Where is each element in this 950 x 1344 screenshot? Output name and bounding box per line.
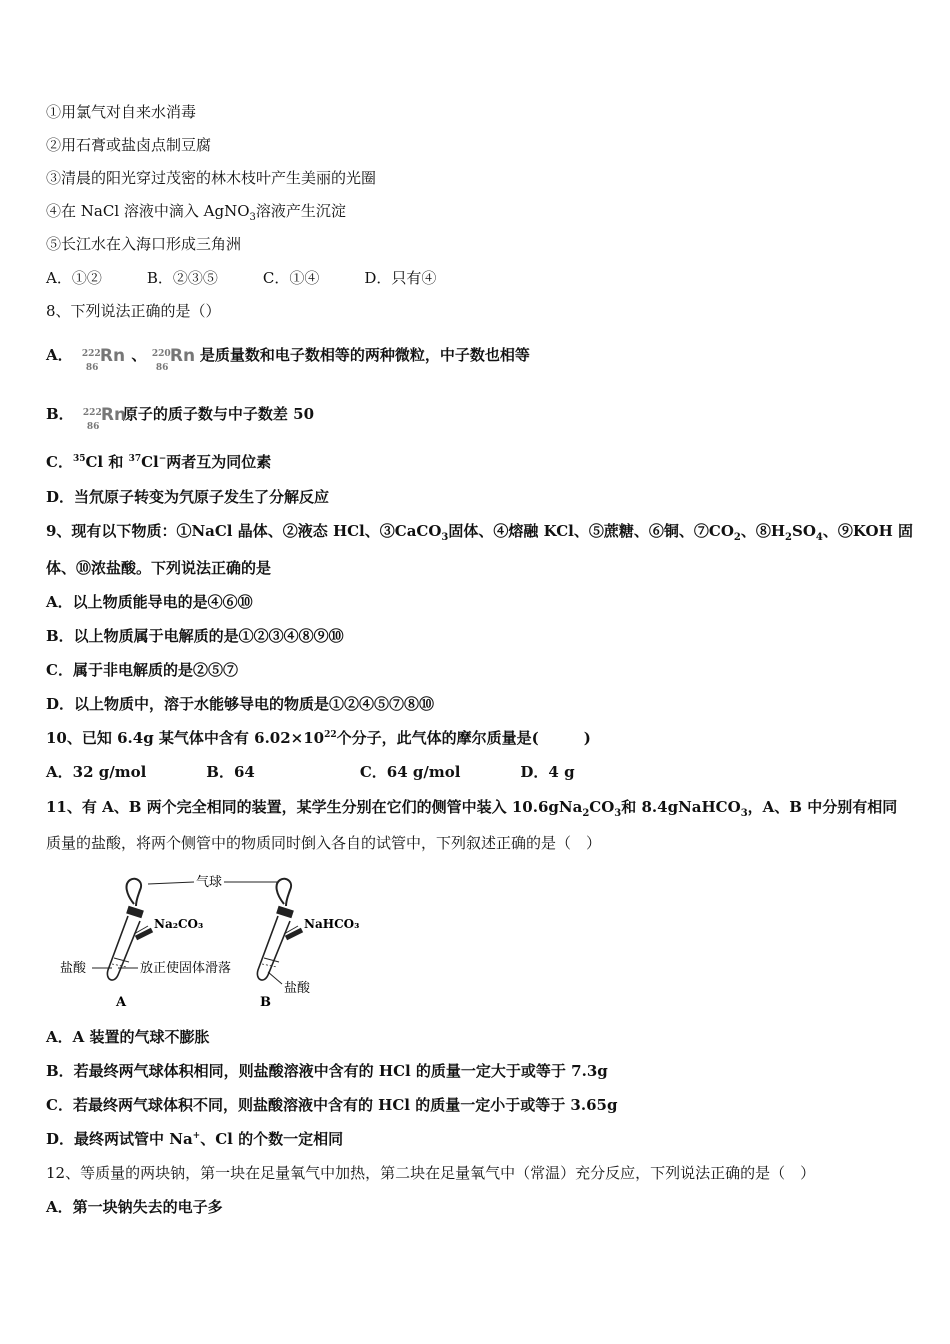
q8-option-a: A． 222 86 Rn 、 220 86 Rn 是质量数和电子数相等的两种微粒，中子数也相等: [46, 342, 530, 369]
q9-stem-line1: 9、现有以下物质：①NaCl 晶体、②液态 HCl、③CaCO$_3$固体、④熔融 KCl、⑤蔗糖、⑥铜、$⑦CO_2$、$⑧H_2SO_4$、⑨KOH 固: [46, 522, 913, 543]
balloon-label: 气球: [196, 875, 223, 890]
na2co3-label: Na₂CO₃: [154, 917, 204, 931]
nahco3-label: NaHCO₃: [304, 917, 360, 931]
q12-stem: 12、等质量的两块钠，第一块在足量氧气中加热，第二块在足量氧气中（常温）充分反应，下列说法正确的是（ ）: [46, 1164, 816, 1182]
pour-label: 放正使固体滑落: [140, 961, 232, 976]
q8-stem: 8、下列说法正确的是（）: [46, 302, 221, 320]
q11-stem-line2: 质量的盐酸，将两个侧管中的物质同时倒入各自的试管中，下列叙述正确的是（ ）: [46, 834, 602, 852]
q9-option-b: B．以上物质属于电解质的是①②③④⑧⑨⑩: [46, 627, 344, 645]
q11-option-a: A．A 装置的气球不膨胀: [46, 1028, 210, 1046]
label-b: B: [260, 995, 271, 1010]
q8-option-c: C．$^{35}$Cl 和 $^{37}$Cl−两者互为同位素: [46, 453, 272, 471]
item-1: ①用氯气对自来水消毒: [46, 103, 197, 121]
q12-option-a: A．第一块钠失去的电子多: [46, 1198, 223, 1216]
q9-stem-line2: 体、⑩浓盐酸。下列说法正确的是: [46, 559, 272, 577]
q8-option-b: B． 222 86 Rn 原子的质子数与中子数差 50: [46, 401, 314, 428]
q9-option-d: D．以上物质中，溶于水能够导电的物质是①②④⑤⑦⑧⑩: [46, 695, 435, 713]
q8-option-d: D．当氘原子转变为氕原子发生了分解反应: [46, 488, 330, 506]
apparatus-b: [257, 879, 302, 984]
apparatus-figure: [56, 872, 376, 1012]
item-4: ④在 NaCl 溶液中滴入 AgNO$_3$溶液产生沉淀: [46, 202, 346, 223]
q9-option-a: A．以上物质能导电的是④⑥⑩: [46, 593, 253, 611]
label-a: A: [116, 995, 127, 1010]
item-2: ②用石膏或盐卤点制豆腐: [46, 136, 212, 154]
q11-option-c: C．若最终两气球体积不同，则盐酸溶液中含有的 HCl 的质量一定小于或等于 3.65g: [46, 1096, 618, 1114]
q11-option-b: B．若最终两气球体积相同，则盐酸溶液中含有的 HCl 的质量一定大于或等于 7.3g: [46, 1062, 608, 1080]
hcl-label-a: 盐酸: [60, 961, 87, 976]
q9-option-c: C．属于非电解质的是②⑤⑦: [46, 661, 238, 679]
nuclide-rn222: 222 86 Rn: [81, 346, 126, 373]
q7-options: A．①② B．②③⑤ C．①④ D．只有④: [46, 269, 437, 287]
q10-options: A．32 g/mol B．64 C．64 g/mol D．4 g: [46, 763, 575, 781]
q11-stem-line1: 11、有 A、B 两个完全相同的装置，某学生分别在它们的侧管中装入 $10.6gNa_2CO_3$和 8.4gNaHCO$_3$，A、B 中分别有相同: [46, 798, 898, 819]
q10-stem: 10、已知 6.4g 某气体中含有 $6.02\times 10^{22}$个分子，此气体的摩尔质量是( ): [46, 729, 591, 747]
item-3: ③清晨的阳光穿过茂密的林木枝叶产生美丽的光圈: [46, 169, 377, 187]
nuclide-rn220: 220 86 Rn: [151, 346, 196, 373]
q11-option-d: D．最终两试管中 Na+、Cl 的个数一定相同: [46, 1130, 344, 1148]
item-5: ⑤长江水在入海口形成三角洲: [46, 235, 242, 253]
nuclide-rn222-b: 222 86 Rn: [82, 405, 127, 432]
hcl-label-b: 盐酸: [284, 981, 311, 996]
